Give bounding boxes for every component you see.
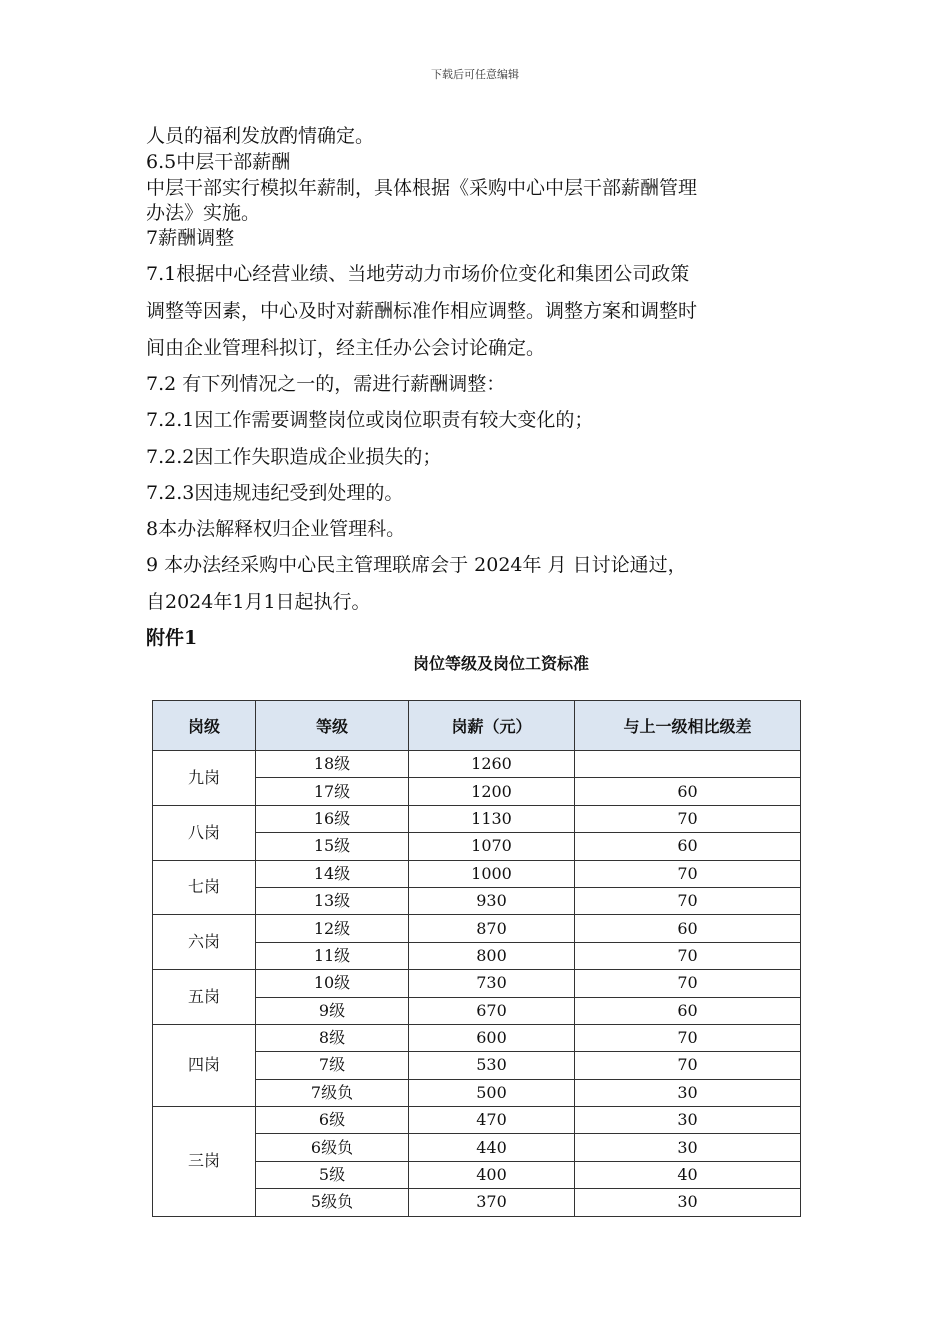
salary-cell: 370 <box>409 1189 575 1216</box>
salary-cell: 500 <box>409 1079 575 1106</box>
attachment-title: 附件1 <box>146 627 198 649</box>
table-caption: 岗位等级及岗位工资标准 <box>412 654 589 673</box>
table-row <box>153 860 801 887</box>
grade-cell: 10级 <box>256 970 409 997</box>
paragraph-line: 7.1根据中心经营业绩、当地劳动力市场价位变化和集团公司政策 <box>146 263 690 285</box>
grade-cell: 7级 <box>256 1052 409 1079</box>
post-level-cell: 九岗 <box>153 751 256 806</box>
paragraph-line: 8本办法解释权归企业管理科。 <box>146 518 406 540</box>
difference-cell: 30 <box>575 1134 801 1161</box>
column-header-grade: 等级 <box>256 701 409 751</box>
grade-cell: 5级负 <box>256 1189 409 1216</box>
post-level-cell: 四岗 <box>153 1024 256 1106</box>
grade-cell: 7级负 <box>256 1079 409 1106</box>
grade-cell: 8级 <box>256 1024 409 1051</box>
salary-cell: 1260 <box>409 751 575 778</box>
grade-cell: 12级 <box>256 915 409 942</box>
table-row <box>153 915 801 942</box>
difference-cell: 60 <box>575 778 801 805</box>
grade-cell: 14级 <box>256 860 409 887</box>
grade-cell: 18级 <box>256 751 409 778</box>
salary-cell: 1000 <box>409 860 575 887</box>
grade-cell: 13级 <box>256 887 409 914</box>
paragraph-line: 7.2.1因工作需要调整岗位或岗位职责有较大变化的； <box>146 409 594 431</box>
grade-cell: 9级 <box>256 997 409 1024</box>
column-header-post: 岗级 <box>153 701 256 751</box>
difference-cell: 40 <box>575 1161 801 1188</box>
difference-cell: 70 <box>575 1052 801 1079</box>
grade-cell: 17级 <box>256 778 409 805</box>
salary-cell: 530 <box>409 1052 575 1079</box>
difference-cell: 30 <box>575 1189 801 1216</box>
table-row <box>153 1024 801 1051</box>
grade-cell: 5级 <box>256 1161 409 1188</box>
paragraph-line: 间由企业管理科拟订，经主任办公会讨论确定。 <box>146 337 546 359</box>
paragraph-line: 7.2.3因违规违纪受到处理的。 <box>146 482 404 504</box>
paragraph-line: 调整等因素，中心及时对薪酬标准作相应调整。调整方案和调整时 <box>146 300 698 322</box>
difference-cell: 70 <box>575 805 801 832</box>
table-row <box>153 970 801 997</box>
difference-cell: 70 <box>575 970 801 997</box>
grade-cell: 6级 <box>256 1107 409 1134</box>
difference-cell: 70 <box>575 860 801 887</box>
salary-cell: 800 <box>409 942 575 969</box>
difference-cell: 60 <box>575 833 801 860</box>
salary-cell: 870 <box>409 915 575 942</box>
difference-cell: 60 <box>575 915 801 942</box>
salary-cell: 670 <box>409 997 575 1024</box>
difference-cell: 70 <box>575 942 801 969</box>
salary-cell: 400 <box>409 1161 575 1188</box>
difference-cell: 30 <box>575 1107 801 1134</box>
grade-cell: 11级 <box>256 942 409 969</box>
salary-cell: 470 <box>409 1107 575 1134</box>
paragraph-line: 办法》实施。 <box>146 202 261 224</box>
post-level-cell: 五岗 <box>153 970 256 1025</box>
salary-cell: 600 <box>409 1024 575 1051</box>
difference-cell <box>575 751 801 778</box>
difference-cell: 60 <box>575 997 801 1024</box>
page-header: 下载后可任意编辑 <box>431 68 519 81</box>
paragraph-line: 人员的福利发放酌情确定。 <box>146 125 375 147</box>
grade-cell: 16级 <box>256 805 409 832</box>
post-level-cell: 八岗 <box>153 805 256 860</box>
salary-cell: 1070 <box>409 833 575 860</box>
post-level-cell: 六岗 <box>153 915 256 970</box>
paragraph-line: 9 本办法经采购中心民主管理联席会于 2024年 月 日讨论通过， <box>146 554 687 576</box>
table-header-row <box>153 701 801 751</box>
paragraph-line: 7.2 有下列情况之一的，需进行薪酬调整： <box>146 373 506 395</box>
table-row <box>153 805 801 832</box>
section-heading: 6.5中层干部薪酬 <box>146 151 291 173</box>
difference-cell: 70 <box>575 887 801 914</box>
post-level-cell: 七岗 <box>153 860 256 915</box>
paragraph-line: 中层干部实行模拟年薪制，具体根据《采购中心中层干部薪酬管理 <box>146 177 698 199</box>
salary-cell: 930 <box>409 887 575 914</box>
difference-cell: 30 <box>575 1079 801 1106</box>
salary-table <box>152 700 801 1217</box>
paragraph-line: 7.2.2因工作失职造成企业损失的； <box>146 446 442 468</box>
salary-cell: 1200 <box>409 778 575 805</box>
post-level-cell: 三岗 <box>153 1107 256 1217</box>
paragraph-line: 自2024年1月1日起执行。 <box>146 591 371 613</box>
column-header-difference: 与上一级相比级差 <box>575 701 801 751</box>
grade-cell: 15级 <box>256 833 409 860</box>
salary-cell: 1130 <box>409 805 575 832</box>
difference-cell: 70 <box>575 1024 801 1051</box>
grade-cell: 6级负 <box>256 1134 409 1161</box>
salary-cell: 730 <box>409 970 575 997</box>
column-header-salary: 岗薪（元） <box>409 701 575 751</box>
salary-cell: 440 <box>409 1134 575 1161</box>
table-row <box>153 1107 801 1134</box>
section-heading: 7薪酬调整 <box>146 227 235 249</box>
table-body <box>153 751 801 1217</box>
table-row <box>153 751 801 778</box>
